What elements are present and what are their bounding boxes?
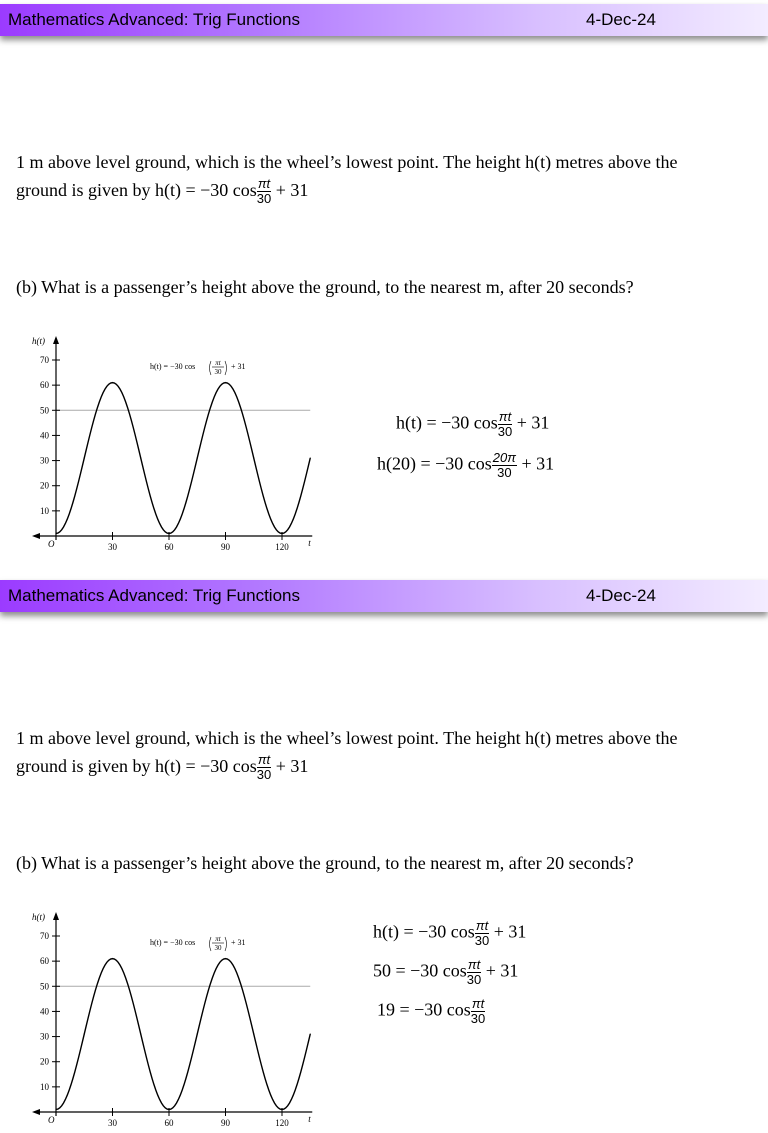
x-axis-label: t — [308, 538, 311, 548]
fraction: $\frac{\pi t}{30}$ — [256, 752, 272, 783]
graph-formula-num: πt — [215, 935, 221, 943]
y-tick-label: 50 — [40, 405, 49, 416]
data-point — [281, 1109, 282, 1110]
x-tick-label: 30 — [108, 1118, 117, 1128]
graph-formula: h(t) = −30 cos — [150, 938, 196, 947]
series-line — [56, 959, 310, 1110]
y-tick-label: 70 — [40, 355, 49, 365]
y-tick-label: 20 — [40, 480, 49, 491]
graph-formula-suffix: + 31 — [231, 938, 246, 947]
y-tick-label: 10 — [40, 1081, 49, 1092]
graph-formula-num: πt — [215, 359, 221, 367]
origin-label: O — [48, 1115, 55, 1125]
graph-formula-den: 30 — [214, 368, 222, 376]
graph-1 — [28, 330, 311, 557]
x-tick-label: 90 — [221, 542, 230, 552]
y-axis-arrow — [53, 912, 59, 920]
data-point — [310, 457, 311, 458]
y-axis-arrow — [53, 336, 59, 344]
equation-2: 50 = −30 cos $\frac{\pi t}{30}$ + 31 — [373, 957, 519, 987]
problem-line-1: 1 m above level ground, which is the wheel’s lowest point. The height h(t) metres above the — [16, 728, 678, 748]
y-tick-label: 40 — [40, 1006, 49, 1017]
data-point — [140, 1033, 141, 1034]
y-tick-label: 50 — [40, 981, 49, 992]
x-tick-label: 30 — [108, 542, 117, 552]
graph-formula-suffix: + 31 — [231, 362, 246, 371]
data-point — [253, 1033, 254, 1034]
x-tick-label: 120 — [275, 542, 289, 552]
data-point — [310, 1033, 311, 1034]
x-axis-label: t — [308, 1114, 311, 1124]
equation-3: 19 = −30 cos $\frac{\pi t}{30}$ — [377, 996, 486, 1026]
problem-line-1: 1 m above level ground, which is the wheel’s lowest point. The height h(t) metres above the — [16, 152, 678, 172]
graph-formula-den: 30 — [214, 944, 222, 952]
fraction: $\frac{\pi t}{30}$ — [474, 918, 490, 948]
graph-formula-paren-right — [225, 361, 227, 375]
equation-1: h(t) = −30 cos $\frac{\pi t}{30}$ + 31 — [396, 409, 550, 439]
x-tick-label: 60 — [164, 1118, 174, 1128]
data-point — [168, 1109, 169, 1110]
equation-1: h(t) = −30 cos $\frac{\pi t}{30}$ + 31 — [373, 918, 527, 948]
header-title: Mathematics Advanced: Trig Functions — [8, 586, 300, 605]
x-axis-arrow — [32, 1109, 40, 1115]
x-tick-label: 60 — [164, 542, 174, 552]
data-point — [84, 457, 85, 458]
data-point — [84, 1033, 85, 1034]
header-date: 4-Dec-24 — [586, 10, 656, 29]
data-point — [225, 958, 226, 959]
origin-label: O — [48, 539, 55, 549]
data-point — [281, 533, 282, 534]
data-point — [168, 533, 169, 534]
graph-svg — [28, 906, 311, 1128]
question-text: (b) What is a passenger’s height above the ground, to the nearest m, after 20 seconds? — [16, 277, 634, 297]
data-point — [112, 382, 113, 383]
data-point — [225, 382, 226, 383]
series-line — [56, 383, 310, 534]
data-point — [197, 1033, 198, 1034]
graph-2 — [28, 906, 311, 1133]
y-axis-label: h(t) — [32, 912, 45, 922]
y-tick-label: 60 — [40, 956, 49, 967]
data-point — [55, 1109, 56, 1110]
header-banner — [0, 580, 768, 612]
graph-formula: h(t) = −30 cos — [150, 362, 196, 371]
data-point — [112, 958, 113, 959]
data-point — [55, 533, 56, 534]
y-tick-label: 30 — [40, 455, 49, 466]
question-text: (b) What is a passenger’s height above the ground, to the nearest m, after 20 seconds? — [16, 853, 634, 873]
fraction: $\frac{\pi t}{30}$ — [470, 996, 486, 1026]
fraction: $\frac{\pi t}{30}$ — [497, 409, 513, 439]
header-banner — [0, 4, 768, 36]
problem-line-2: ground is given by h(t) = −30 cos $\frac{\pi t}{30}$ + 31 — [16, 176, 309, 207]
fraction: $\frac{\pi t}{30}$ — [256, 176, 272, 207]
graph-formula-paren-left — [210, 937, 212, 951]
x-tick-label: 120 — [275, 1118, 289, 1128]
data-point — [140, 457, 141, 458]
y-tick-label: 30 — [40, 1031, 49, 1042]
graph-formula-paren-right — [225, 937, 227, 951]
y-tick-label: 60 — [40, 380, 49, 391]
x-axis-arrow — [32, 533, 40, 539]
slide-2 — [0, 576, 768, 1128]
problem-line-2: ground is given by h(t) = −30 cos $\frac{\pi t}{30}$ + 31 — [16, 752, 309, 783]
fraction: $\frac{\pi t}{30}$ — [466, 957, 482, 987]
header-title: Mathematics Advanced: Trig Functions — [8, 10, 300, 29]
y-tick-label: 70 — [40, 931, 49, 941]
y-tick-label: 20 — [40, 1056, 49, 1067]
graph-formula-paren-left — [210, 361, 212, 375]
graph-svg — [28, 330, 311, 552]
y-axis-label: h(t) — [32, 336, 45, 346]
data-point — [197, 457, 198, 458]
y-tick-label: 40 — [40, 430, 49, 441]
y-tick-label: 10 — [40, 505, 49, 516]
x-tick-label: 90 — [221, 1118, 230, 1128]
fraction: $\frac{20\pi}{30}$ — [492, 450, 516, 480]
data-point — [253, 457, 254, 458]
header-date: 4-Dec-24 — [586, 586, 656, 605]
equation-2: h(20) = −30 cos $\frac{20\pi}{30}$ + 31 — [377, 450, 555, 480]
